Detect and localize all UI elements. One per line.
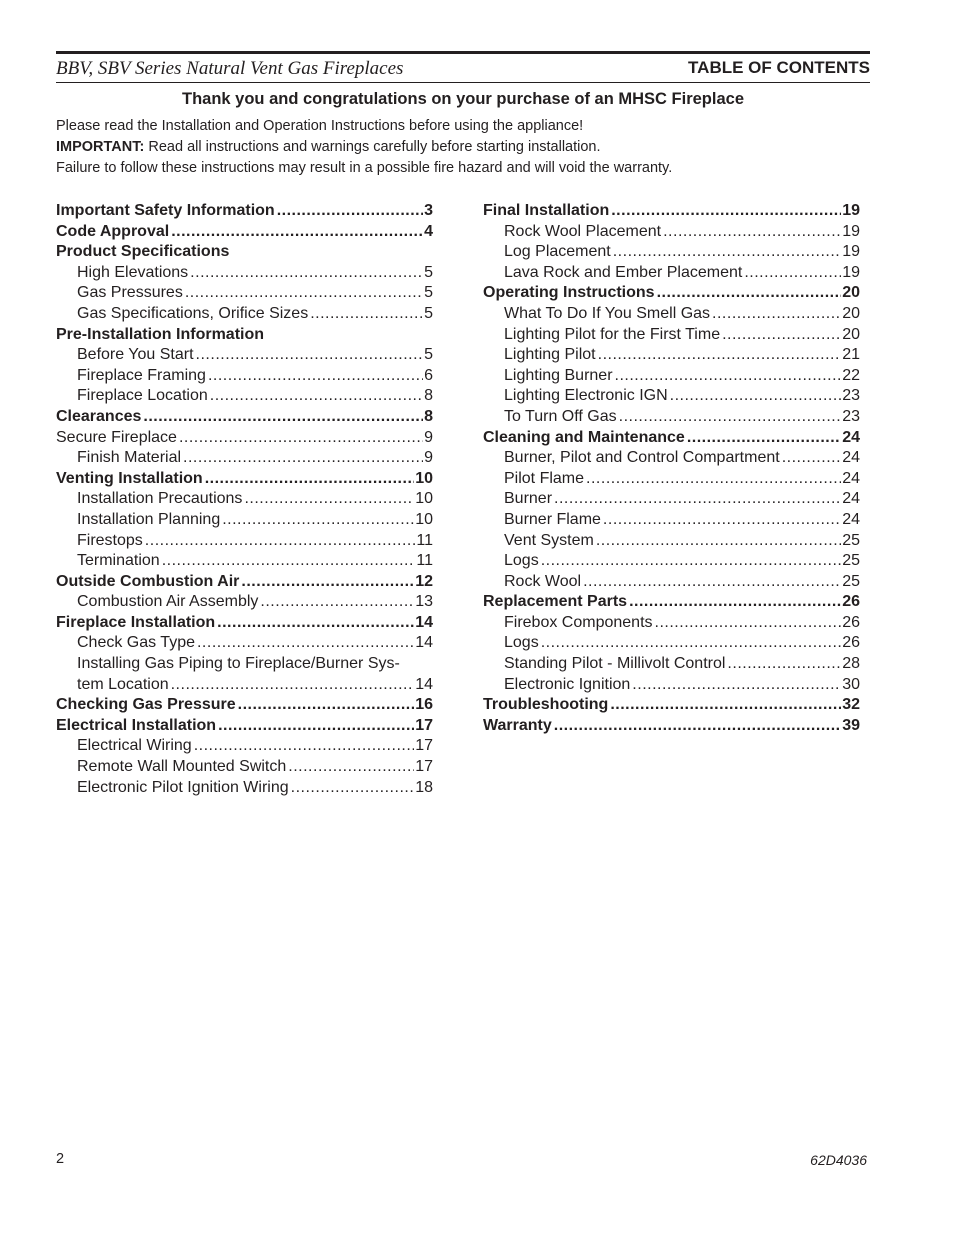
toc-entry[interactable]	[56, 448, 433, 469]
toc-dot-leader	[615, 366, 842, 387]
toc-entry-page: 16	[415, 696, 433, 714]
toc-dot-leader	[598, 345, 842, 366]
toc-entry-page: 10	[415, 490, 433, 508]
intro-line-important	[56, 137, 870, 158]
toc-entry[interactable]	[56, 551, 433, 572]
toc-entry-label: Lighting Pilot for the First Time	[504, 325, 721, 343]
toc-entry-label: Before You Start	[77, 346, 194, 364]
toc-entry-page: 23	[842, 387, 860, 405]
toc-dot-leader	[655, 613, 842, 634]
toc-entry[interactable]	[483, 325, 860, 346]
toc-entry-label: Warranty	[483, 716, 552, 734]
toc-dot-leader	[260, 592, 414, 613]
toc-entry-label: Checking Gas Pressure	[56, 696, 236, 714]
toc-entry-label: Important Safety Information	[56, 202, 275, 219]
toc-entry-label: Code Approval	[56, 222, 170, 240]
toc-entry[interactable]	[483, 386, 860, 407]
toc-entry-page: 8	[424, 387, 433, 405]
thank-you-heading: Thank you and congratulations on your purchase of an MHSC Fireplace	[182, 90, 744, 108]
toc-entry-page: 17	[415, 716, 433, 734]
toc-entry-label: Fireplace Location	[77, 387, 208, 405]
toc-entry-label: High Elevations	[77, 263, 189, 281]
toc-dot-leader	[241, 572, 414, 593]
toc-dot-leader	[687, 428, 841, 449]
toc-dot-leader	[596, 531, 841, 552]
toc-entry[interactable]	[483, 675, 860, 696]
toc-entry[interactable]	[56, 572, 433, 593]
footer-page-number: 2	[56, 1151, 65, 1167]
toc-entry-label: Lighting Electronic IGN	[504, 387, 668, 405]
toc-entry[interactable]	[56, 778, 433, 799]
toc-entry-page: 19	[842, 202, 860, 219]
toc-entry-page: 5	[424, 304, 433, 322]
toc-entry-label: Check Gas Type	[77, 634, 195, 652]
toc-entry-page: 14	[415, 634, 433, 652]
toc-dot-leader	[603, 510, 841, 531]
toc-dot-leader	[782, 448, 842, 469]
toc-entry[interactable]	[483, 531, 860, 552]
toc-entry-label: Rock Wool Placement	[504, 222, 662, 240]
toc-entry-page: 14	[415, 675, 433, 693]
toc-dot-leader	[586, 469, 841, 490]
toc-entry-label: Operating Instructions	[483, 284, 655, 302]
toc-entry-page: 12	[415, 572, 433, 590]
toc-entry[interactable]	[483, 654, 860, 675]
toc-entry-page: 18	[415, 778, 433, 796]
toc-entry-page: 24	[842, 449, 860, 467]
toc-entry-label: Rock Wool	[504, 572, 582, 590]
toc-entry-page: 23	[842, 407, 860, 425]
important-text: Read all instructions and warnings carefully before starting installation.	[144, 139, 601, 155]
toc-entry-page: 22	[842, 366, 860, 384]
toc-entry[interactable]	[56, 325, 433, 346]
toc-entry[interactable]	[483, 613, 860, 634]
toc-entry-page: 28	[842, 655, 860, 673]
toc-entry[interactable]	[483, 283, 860, 304]
toc-entry-page: 20	[842, 284, 860, 302]
toc-entry-page: 24	[842, 469, 860, 487]
toc-entry-label: Combustion Air Assembly	[77, 593, 259, 611]
toc-entry-page: 24	[842, 490, 860, 508]
toc-dot-leader	[194, 736, 415, 757]
toc-dot-leader	[554, 716, 841, 737]
toc-left-column	[56, 201, 433, 798]
toc-dot-leader	[610, 695, 841, 716]
toc-entry-label: Firestops	[77, 531, 143, 549]
toc-entry[interactable]	[483, 510, 860, 531]
toc-dot-leader	[613, 242, 841, 263]
toc-entry-page: 11	[416, 531, 433, 549]
toc-dot-leader	[145, 531, 416, 552]
toc-entry-label: Remote Wall Mounted Switch	[77, 758, 287, 776]
toc-entry[interactable]	[56, 716, 433, 737]
toc-dot-leader	[210, 386, 423, 407]
toc-entry[interactable]	[483, 345, 860, 366]
toc-entry[interactable]	[483, 448, 860, 469]
toc-entry[interactable]	[56, 201, 433, 222]
toc-entry[interactable]	[483, 469, 860, 490]
toc-entry[interactable]	[483, 633, 860, 654]
toc-entry[interactable]	[56, 695, 433, 716]
toc-dot-leader	[171, 222, 423, 243]
toc-right-column	[483, 201, 860, 736]
toc-entry-label: Electronic Ignition	[504, 675, 631, 693]
toc-entry-page: 20	[842, 325, 860, 343]
toc-entry-label: Logs	[504, 634, 539, 652]
toc-entry-page: 14	[415, 613, 433, 631]
toc-entry-page: 32	[842, 696, 860, 714]
toc-entry[interactable]	[56, 489, 433, 510]
toc-entry-page: 21	[842, 346, 860, 364]
toc-dot-leader	[179, 428, 423, 449]
toc-entry[interactable]	[56, 592, 433, 613]
toc-entry[interactable]	[56, 345, 433, 366]
toc-entry-page: 25	[842, 572, 860, 590]
toc-entry-page: 26	[842, 613, 860, 631]
toc-entry[interactable]	[56, 510, 433, 531]
document-title: BBV, SBV Series Natural Vent Gas Fireplaces	[56, 58, 404, 79]
toc-entry-page: 17	[415, 737, 433, 755]
toc-entry[interactable]	[56, 469, 433, 490]
toc-entry-label: Burner	[504, 490, 553, 508]
toc-entry[interactable]	[56, 675, 433, 696]
toc-entry-label: Lighting Burner	[504, 366, 613, 384]
toc-entry[interactable]	[56, 531, 433, 552]
intro-line-failure: Failure to follow these instructions may result in a possible fire hazard and will void the warranty.	[56, 160, 673, 176]
toc-entry[interactable]	[56, 633, 433, 654]
toc-entry-label: Final Installation	[483, 202, 610, 219]
toc-entry-label: Replacement Parts	[483, 593, 628, 611]
toc-dot-leader	[541, 633, 842, 654]
toc-dot-leader	[217, 613, 414, 634]
toc-entry-label: Product Specifications	[56, 243, 230, 261]
toc-entry-label: Pilot Flame	[504, 469, 585, 487]
toc-entry-label: Installation Planning	[77, 510, 221, 528]
toc-entry-page: 9	[424, 428, 433, 446]
section-title: TABLE OF CONTENTS	[688, 58, 870, 77]
toc-entry-label: Installation Precautions	[77, 490, 243, 508]
toc-entry[interactable]	[483, 489, 860, 510]
toc-entry[interactable]	[483, 407, 860, 428]
toc-dot-leader	[218, 716, 414, 737]
toc-entry-page: 13	[415, 593, 433, 611]
toc-entry[interactable]	[56, 242, 433, 263]
toc-entry[interactable]	[483, 695, 860, 716]
page-header	[56, 51, 870, 83]
toc-dot-leader	[310, 304, 423, 325]
toc-entry-label: Logs	[504, 552, 539, 570]
toc-entry-page: 39	[842, 716, 860, 734]
toc-entry-label: To Turn Off Gas	[504, 407, 617, 425]
toc-dot-leader	[190, 263, 423, 284]
toc-entry-page: 30	[842, 675, 860, 693]
important-label: IMPORTANT:	[56, 139, 145, 155]
toc-entry-label: Pre-Installation Information	[56, 325, 265, 343]
toc-dot-leader	[183, 448, 423, 469]
toc-entry-label: Secure Fireplace	[56, 428, 177, 446]
toc-entry-label: Termination	[77, 552, 160, 570]
toc-entry-page: 26	[842, 634, 860, 652]
toc-entry-page: 5	[424, 263, 433, 281]
toc-dot-leader	[611, 201, 841, 222]
toc-entry[interactable]	[483, 263, 860, 284]
toc-dot-leader	[197, 633, 414, 654]
toc-entry[interactable]	[56, 304, 433, 325]
toc-dot-leader	[722, 325, 841, 346]
toc-entry-label: Cleaning and Maintenance	[483, 428, 685, 446]
toc-dot-leader	[554, 489, 841, 510]
toc-dot-leader	[162, 551, 416, 572]
toc-entry[interactable]	[56, 613, 433, 634]
intro-text	[56, 116, 870, 179]
toc-entry-label: What To Do If You Smell Gas	[504, 304, 711, 322]
toc-dot-leader	[143, 407, 423, 428]
toc-entry-label: Venting Installation	[56, 469, 203, 487]
toc-dot-leader	[619, 407, 842, 428]
toc-entry[interactable]	[56, 757, 433, 778]
toc-entry[interactable]	[56, 428, 433, 449]
toc-entry-page: 10	[415, 510, 433, 528]
toc-entry-page: 19	[842, 222, 860, 240]
toc-entry[interactable]	[483, 572, 860, 593]
toc-entry-label: Gas Pressures	[77, 284, 183, 302]
toc-entry-label: Log Placement	[504, 243, 611, 261]
toc-dot-leader	[222, 510, 414, 531]
toc-dot-leader	[238, 695, 415, 716]
toc-entry-label: Electrical Installation	[56, 716, 217, 734]
toc-dot-leader	[185, 283, 423, 304]
toc-dot-leader	[632, 675, 841, 696]
toc-dot-leader	[288, 757, 414, 778]
toc-entry-label: Fireplace Framing	[77, 366, 206, 384]
toc-entry-page: 5	[424, 284, 433, 302]
toc-dot-leader	[208, 366, 423, 387]
toc-entry-label: Electrical Wiring	[77, 737, 192, 755]
intro-line-read: Please read the Installation and Operation Instructions before using the appliance!	[56, 118, 584, 134]
toc-dot-leader	[670, 386, 842, 407]
toc-entry[interactable]	[56, 736, 433, 757]
toc-entry-page: 19	[842, 243, 860, 261]
toc-entry-label: Burner Flame	[504, 510, 601, 528]
toc-entry[interactable]	[56, 283, 433, 304]
toc-dot-leader	[629, 592, 841, 613]
toc-entry[interactable]	[56, 263, 433, 284]
toc-entry[interactable]	[56, 407, 433, 428]
toc-dot-leader	[244, 489, 414, 510]
toc-entry-page: 25	[842, 531, 860, 549]
toc-dot-leader	[583, 572, 841, 593]
toc-entry-page: 3	[424, 202, 433, 219]
toc-dot-leader	[663, 222, 841, 243]
toc-entry-page: 8	[424, 407, 433, 425]
toc-entry[interactable]	[483, 428, 860, 449]
toc-entry-label: Troubleshooting	[483, 696, 609, 714]
toc-dot-leader	[727, 654, 841, 675]
footer-document-code: 62D4036	[810, 1152, 867, 1168]
toc-entry[interactable]	[483, 551, 860, 572]
toc-entry-label: Outside Combustion Air	[56, 572, 240, 590]
toc-entry[interactable]	[56, 366, 433, 387]
toc-dot-leader	[196, 345, 424, 366]
toc-entry-label: Clearances	[56, 407, 142, 425]
toc-entry[interactable]	[483, 222, 860, 243]
toc-entry-label: Lighting Pilot	[504, 346, 596, 364]
toc-entry-label: Firebox Components	[504, 613, 653, 631]
toc-entry-page: 11	[416, 552, 433, 570]
toc-entry-page: 25	[842, 552, 860, 570]
toc-entry-page: 24	[842, 510, 860, 528]
toc-entry-label: Standing Pilot - Millivolt Control	[504, 655, 726, 673]
toc-entry-page: 24	[842, 428, 860, 446]
toc-entry-label: Electronic Pilot Ignition Wiring	[77, 778, 289, 796]
toc-dot-leader	[277, 201, 423, 222]
toc-dot-leader	[744, 263, 841, 284]
toc-entry[interactable]	[483, 242, 860, 263]
toc-dot-leader	[205, 469, 415, 490]
toc-entry[interactable]	[483, 201, 860, 222]
toc-entry-page: 9	[424, 449, 433, 467]
toc-entry-label: Burner, Pilot and Control Compartment	[504, 449, 780, 467]
toc-entry-page: 4	[424, 222, 433, 240]
toc-dot-leader	[712, 304, 841, 325]
toc-dot-leader	[171, 675, 415, 696]
toc-entry[interactable]	[483, 366, 860, 387]
toc-entry-page: 26	[842, 593, 860, 611]
toc-entry-label: Lava Rock and Ember Placement	[504, 263, 743, 281]
toc-entry-page: 17	[415, 758, 433, 776]
toc-entry-page: 19	[842, 263, 860, 281]
toc-entry-label: Installing Gas Piping to Fireplace/Burner Sys-	[77, 655, 400, 673]
toc-entry-label: Finish Material	[77, 449, 182, 467]
toc-entry[interactable]	[483, 304, 860, 325]
toc-entry[interactable]	[56, 386, 433, 407]
toc-entry[interactable]	[56, 222, 433, 243]
toc-entry-page: 10	[415, 469, 433, 487]
toc-entry-label: tem Location	[77, 675, 169, 693]
toc-entry-label: Vent System	[504, 531, 594, 549]
toc-dot-leader	[291, 778, 415, 799]
toc-dot-leader	[657, 283, 842, 304]
toc-entry-label: Fireplace Installation	[56, 613, 216, 631]
toc-entry[interactable]	[483, 716, 860, 737]
toc-entry-page: 5	[424, 346, 433, 364]
toc-dot-leader	[541, 551, 842, 572]
toc-entry-page: 20	[842, 304, 860, 322]
toc-entry-label: Gas Specifications, Orifice Sizes	[77, 304, 309, 322]
toc-entry-page: 6	[424, 366, 433, 384]
toc-entry[interactable]	[483, 592, 860, 613]
